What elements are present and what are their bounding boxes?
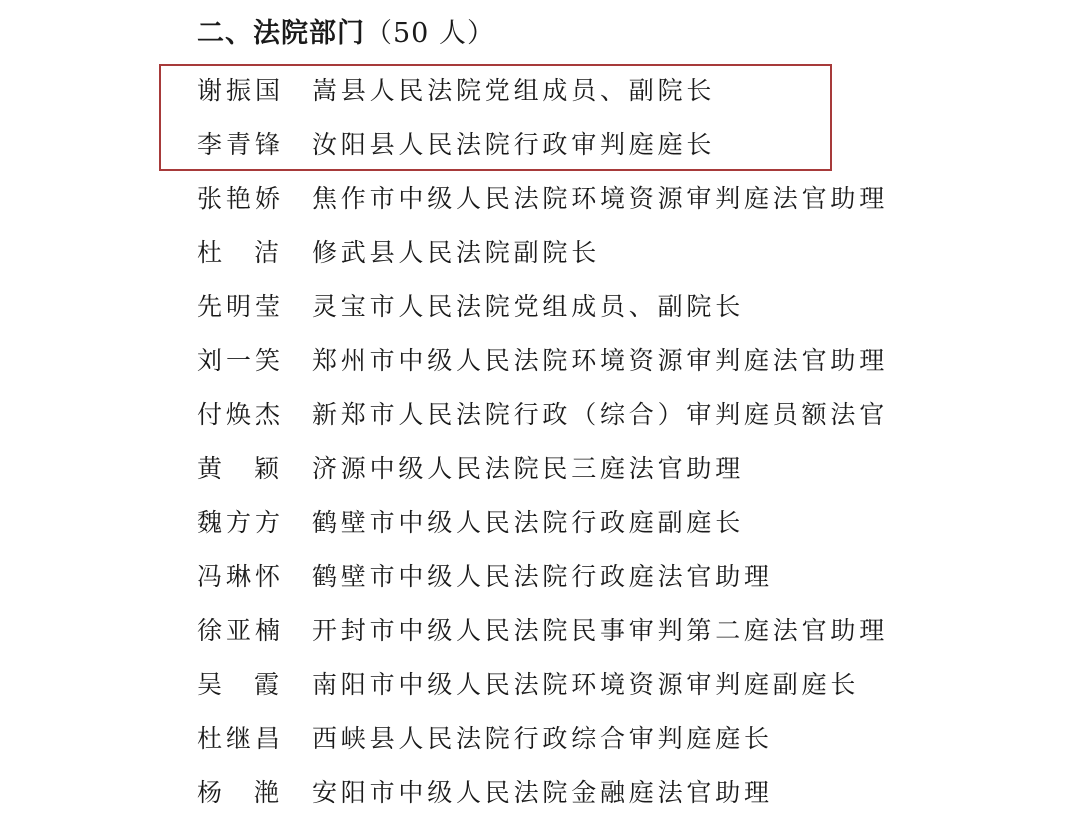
person-title: 南阳市中级人民法院环境资源审判庭副庭长: [312, 670, 860, 699]
list-item: [197, 278, 1067, 332]
person-name: 杜洁: [197, 238, 312, 267]
person-title: 嵩县人民法院党组成员、副院长: [312, 76, 716, 105]
person-name: 李青锋: [197, 130, 285, 159]
person-title: 西峡县人民法院行政综合审判庭庭长: [312, 724, 773, 753]
list-item: [197, 116, 1067, 170]
person-title: 灵宝市人民法院党组成员、副院长: [312, 292, 745, 321]
person-name: 张艳娇: [197, 184, 285, 213]
person-name: 付焕杰: [197, 400, 285, 429]
person-title: 开封市中级人民法院民事审判第二庭法官助理: [312, 616, 889, 645]
person-name: 刘一笑: [197, 346, 285, 375]
person-name: 徐亚楠: [197, 616, 285, 645]
person-name: 杜继昌: [197, 724, 285, 753]
person-name: 先明莹: [197, 292, 285, 321]
person-title: 焦作市中级人民法院环境资源审判庭法官助理: [312, 184, 889, 213]
section-heading: [197, 14, 495, 54]
section-heading-count: （50 人）: [365, 18, 495, 49]
person-name: 冯琳怀: [197, 562, 285, 591]
section-heading-title: 二、法院部门: [197, 18, 365, 49]
list-item: [197, 764, 1067, 818]
list-item: [197, 440, 1067, 494]
list-item: [197, 494, 1067, 548]
list-item: [197, 332, 1067, 386]
list-item: [197, 710, 1067, 764]
person-title: 鹤壁市中级人民法院行政庭副庭长: [312, 508, 745, 537]
person-title: 鹤壁市中级人民法院行政庭法官助理: [312, 562, 773, 591]
honoree-list: [197, 62, 1067, 818]
list-item: [197, 224, 1067, 278]
person-name: 杨滟: [197, 778, 312, 807]
person-name: 谢振国: [197, 76, 285, 105]
list-item: [197, 602, 1067, 656]
person-name: 吴霞: [197, 670, 312, 699]
person-title: 汝阳县人民法院行政审判庭庭长: [312, 130, 716, 159]
list-item: [197, 548, 1067, 602]
person-title: 济源中级人民法院民三庭法官助理: [312, 454, 745, 483]
list-item: [197, 386, 1067, 440]
list-item: [197, 656, 1067, 710]
person-title: 新郑市人民法院行政（综合）审判庭员额法官: [312, 400, 889, 429]
list-item: [197, 62, 1067, 116]
person-name: 魏方方: [197, 508, 285, 537]
person-title: 郑州市中级人民法院环境资源审判庭法官助理: [312, 346, 889, 375]
person-name: 黄颖: [197, 454, 312, 483]
person-title: 修武县人民法院副院长: [312, 238, 601, 267]
list-item: [197, 170, 1067, 224]
person-title: 安阳市中级人民法院金融庭法官助理: [312, 778, 773, 807]
